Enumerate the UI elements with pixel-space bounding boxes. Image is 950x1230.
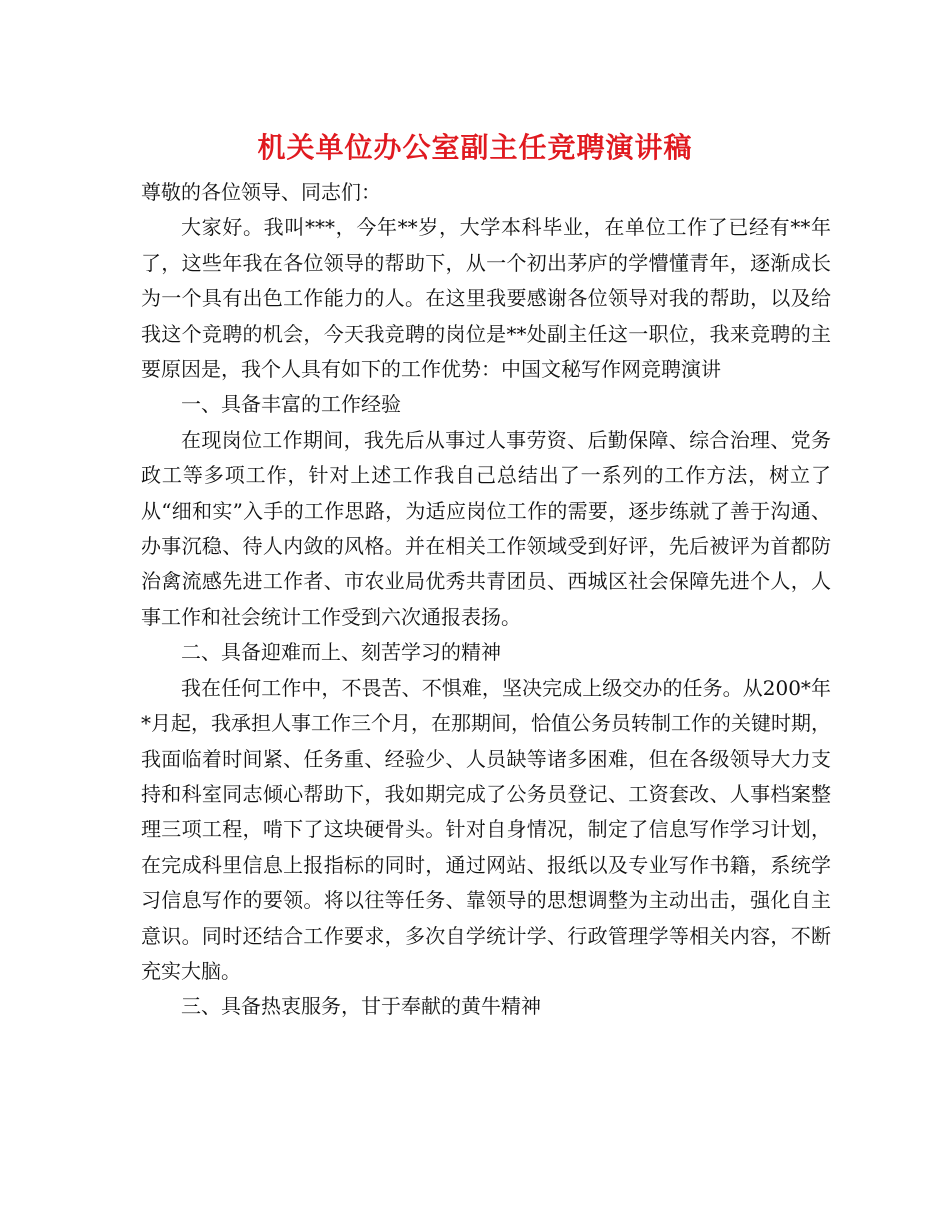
section-heading-1: 一、具备丰富的工作经验 xyxy=(181,392,401,417)
document-body xyxy=(141,175,831,1025)
salutation: 尊敬的各位领导、同志们： xyxy=(141,180,381,204)
section-heading-3: 三、具备热衷服务，甘于奉献的黄牛精神 xyxy=(181,994,541,1019)
paragraph-section-2: 我在任何工作中，不畏苦、不惧难，坚决完成上级交办的任务。从200*年*月起，我承担人事工作三个月，在那期间，恰值公务员转制工作的关键时期，我面临着时间紧、任务重、经验少、人员缺等诸多困难，但在各级领导大力支持和科室同志倾心帮助下，我如期完成了公务员登记、工资套改、人事档案整理三项工程，啃下了这块硬骨头。针对自身情况，制定了信息写作学习计划，在完成科里信息上报指标的同时，通过网站、报纸以及专业写作书籍，系统学习信息写作的要领。将以往等任务、靠领导的思想调整为主动出击，强化自主意识。同时还结合工作要求，多次自学统计学、行政管理学等相关内容，不断充实大脑。 xyxy=(141,675,831,983)
section-heading-2: 二、具备迎难而上、刻苦学习的精神 xyxy=(181,640,501,665)
paragraph-intro: 大家好。我叫***，今年**岁，大学本科毕业，在单位工作了已经有**年了，这些年我在各位领导的帮助下，从一个初出茅庐的学懵懂青年，逐渐成长为一个具有出色工作能力的人。在这里我要感谢各位领导对我的帮助，以及给我这个竞聘的机会，今天我竞聘的岗位是**处副主任这一职位，我来竞聘的主要原因是，我个人具有如下的工作优势：中国文秘写作网竞聘演讲 xyxy=(141,215,831,382)
paragraph-section-1: 在现岗位工作期间，我先后从事过人事劳资、后勤保障、综合治理、党务政工等多项工作，针对上述工作我自己总结出了一系列的工作方法，树立了从“细和实”入手的工作思路，为适应岗位工作的需要，逐步练就了善于沟通、办事沉稳、待人内敛的风格。并在相关工作领域受到好评，先后被评为首都防治禽流感先进工作者、市农业局优秀共青团员、西城区社会保障先进个人，人事工作和社会统计工作受到六次通报表扬。 xyxy=(141,427,831,629)
document-title: 机关单位办公室副主任竞聘演讲稿 xyxy=(257,131,693,164)
